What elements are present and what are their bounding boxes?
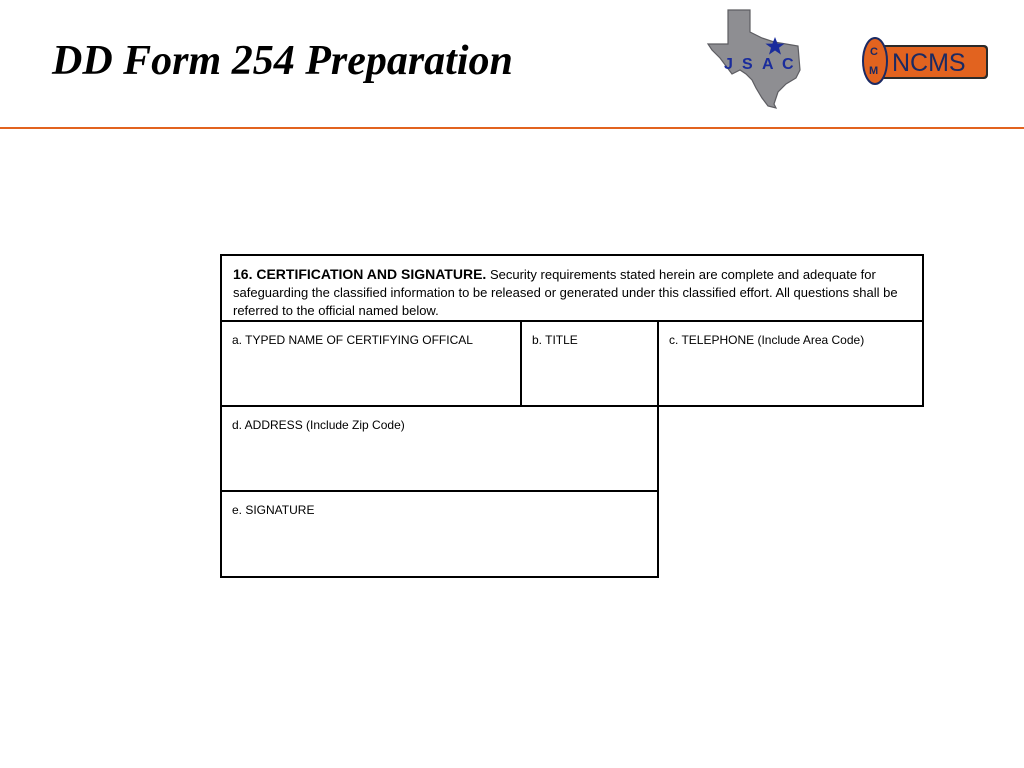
field-title-label: b. TITLE xyxy=(532,333,578,347)
field-title[interactable] xyxy=(520,320,659,407)
ncms-badge-letter-c: C xyxy=(870,46,878,58)
certification-header-label: 16. CERTIFICATION AND SIGNATURE. xyxy=(233,266,487,282)
field-signature-label: e. SIGNATURE xyxy=(232,503,315,517)
ncms-wordmark: NCMS xyxy=(892,49,966,77)
field-telephone-label: c. TELEPHONE (Include Area Code) xyxy=(669,333,865,347)
slide-title: DD Form 254 Preparation xyxy=(52,38,513,84)
jsac-logo xyxy=(706,8,806,110)
ncms-badge xyxy=(863,38,887,84)
jsac-letter-j: J xyxy=(724,56,733,73)
jsac-letter-s: S xyxy=(742,56,753,73)
field-typed-name[interactable] xyxy=(220,320,522,407)
title-divider xyxy=(0,127,1024,129)
certification-header xyxy=(220,254,924,322)
certification-header-text: Security requirements stated herein are complete and adequate for safeguarding the classified information to be released or generated under this classified effort. All questions shall be referred to the official named below. xyxy=(233,267,898,318)
jsac-letter-a: A xyxy=(762,56,774,73)
field-signature[interactable] xyxy=(220,490,659,578)
jsac-letter-c: C xyxy=(782,56,794,73)
field-address-label: d. ADDRESS (Include Zip Code) xyxy=(232,418,405,432)
ncms-logo xyxy=(862,36,990,86)
ncms-badge-letter-m: M xyxy=(869,65,879,77)
certification-form xyxy=(220,254,924,578)
field-telephone[interactable] xyxy=(657,320,924,407)
field-typed-name-label: a. TYPED NAME OF CERTIFYING OFFICAL xyxy=(232,333,473,347)
field-address[interactable] xyxy=(220,405,659,492)
